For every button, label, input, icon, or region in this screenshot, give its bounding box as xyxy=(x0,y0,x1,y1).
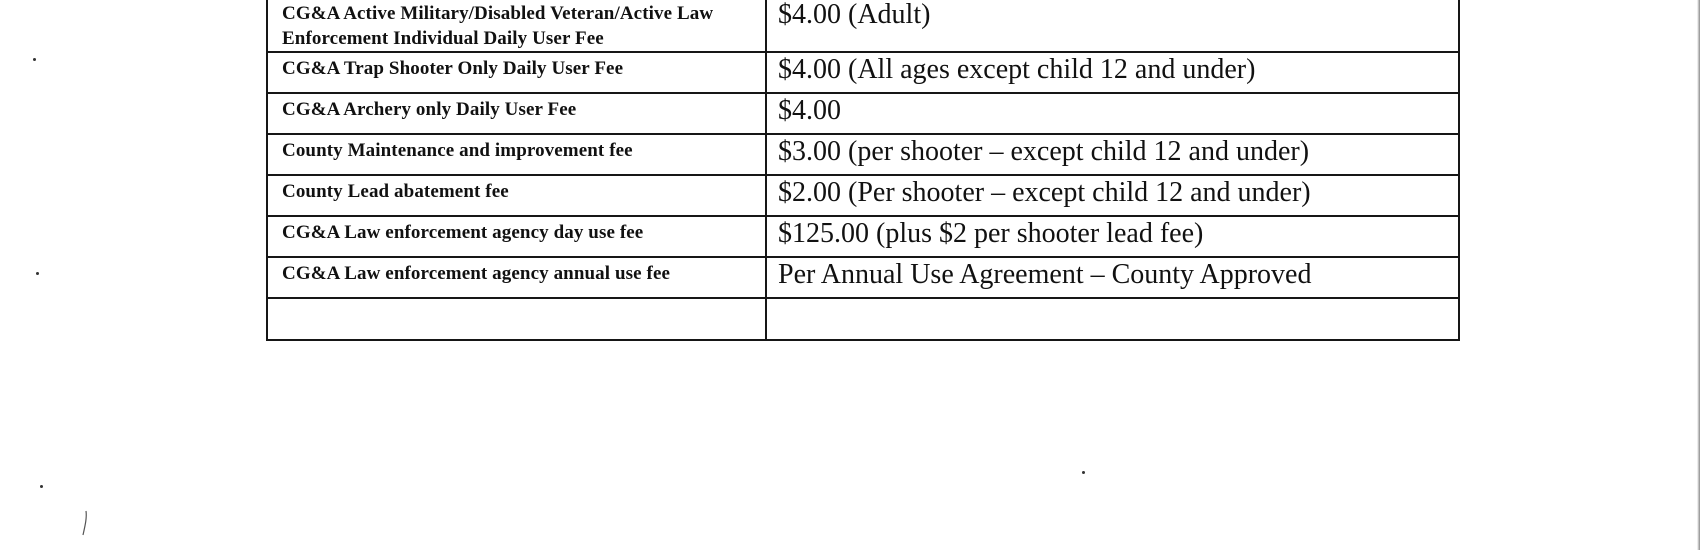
fee-amount-cell: $4.00 (All ages except child 12 and under) xyxy=(766,52,1459,93)
fee-amount-cell: $4.00 xyxy=(766,93,1459,134)
scan-speck xyxy=(1082,471,1085,474)
table-row xyxy=(267,134,1459,175)
fee-name-cell: CG&A Law enforcement agency annual use fee xyxy=(267,257,766,298)
scan-speck xyxy=(40,485,43,488)
fee-name-cell: County Maintenance and improvement fee xyxy=(267,134,766,175)
fee-name-cell: CG&A Law enforcement agency day use fee xyxy=(267,216,766,257)
table-row xyxy=(267,175,1459,216)
fee-name-cell: County Lead abatement fee xyxy=(267,175,766,216)
fee-amount-cell: $125.00 (plus $2 per shooter lead fee) xyxy=(766,216,1459,257)
fee-amount-cell: $3.00 (per shooter – except child 12 and under) xyxy=(766,134,1459,175)
table-row xyxy=(267,298,1459,340)
scan-speck xyxy=(33,58,36,61)
table-row xyxy=(267,52,1459,93)
fee-name-cell: CG&A Active Military/Disabled Veteran/Active Law Enforcement Individual Daily User Fee xyxy=(267,0,766,52)
fee-amount-cell: $4.00 (Adult) xyxy=(766,0,1459,52)
fee-name-cell xyxy=(267,298,766,340)
scan-speck xyxy=(36,272,39,275)
fee-schedule-table xyxy=(266,0,1460,341)
stray-pen-mark xyxy=(82,510,88,536)
table-row xyxy=(267,216,1459,257)
fee-name-cell: CG&A Trap Shooter Only Daily User Fee xyxy=(267,52,766,93)
fee-amount-cell: $2.00 (Per shooter – except child 12 and under) xyxy=(766,175,1459,216)
fee-name-cell: CG&A Archery only Daily User Fee xyxy=(267,93,766,134)
table-row xyxy=(267,93,1459,134)
fee-amount-cell xyxy=(766,298,1459,340)
fee-amount-cell: Per Annual Use Agreement – County Approved xyxy=(766,257,1459,298)
table-row xyxy=(267,0,1459,52)
table-row xyxy=(267,257,1459,298)
